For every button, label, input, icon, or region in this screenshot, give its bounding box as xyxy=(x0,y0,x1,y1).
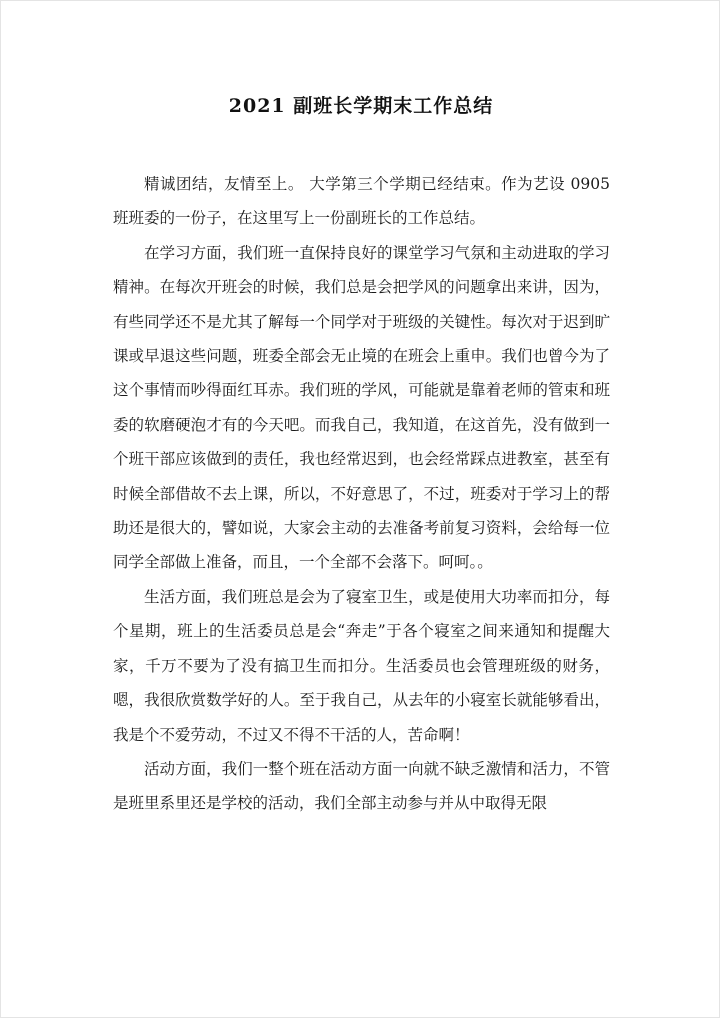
paragraph-study: 在学习方面，我们班一直保持良好的课堂学习气氛和主动进取的学习精神。在每次开班会的时候，我们总是会把学风的问题拿出来讲，因为，有些同学还不是尤其了解每一个同学对于班级的关键性。每次对于迟到旷课或早退这些问题，班委全部会无止境的在班会上重申。我们也曾今为了这个事情而吵得面红耳赤。我们班的学风，可能就是靠着老师的管束和班委的软磨硬泡才有的今天吧。而我自己，我知道，在这首先，没有做到一个班干部应该做到的责任，我也经常迟到，也会经常踩点进教室，甚至有时候全部借故不去上课，所以，不好意思了，不过，班委对于学习上的帮助还是很大的，譬如说，大家会主动的去准备考前复习资料，会给每一位同学全部做上准备，而且，一个全部不会落下。呵呵。。 xyxy=(113,243,610,572)
paragraph-intro: 精诚团结，友情至上。 大学第三个学期已经结束。作为艺设 0905 班班委的一份子，在这里写上一份副班长的工作总结。 xyxy=(113,175,610,228)
document-title: 2021 副班长学期末工作总结 xyxy=(228,95,494,117)
document-body xyxy=(113,167,610,821)
paragraph-life: 生活方面，我们班总是会为了寝室卫生，或是使用大功率而扣分，每个星期，班上的生活委员总是会“奔走”于各个寝室之间来通知和提醒大家，千万不要为了没有搞卫生而扣分。生活委员也会管理班级的财务，嗯，我很欣赏数学好的人。至于我自己，从去年的小寝室长就能够看出，我是个不爱劳动，不过又不得不干活的人，苦命啊！ xyxy=(113,587,610,744)
paragraph-activities: 活动方面，我们一整个班在活动方面一向就不缺乏激情和活力，不管是班里系里还是学校的活动，我们全部主动参与并从中取得无限 xyxy=(113,759,610,813)
